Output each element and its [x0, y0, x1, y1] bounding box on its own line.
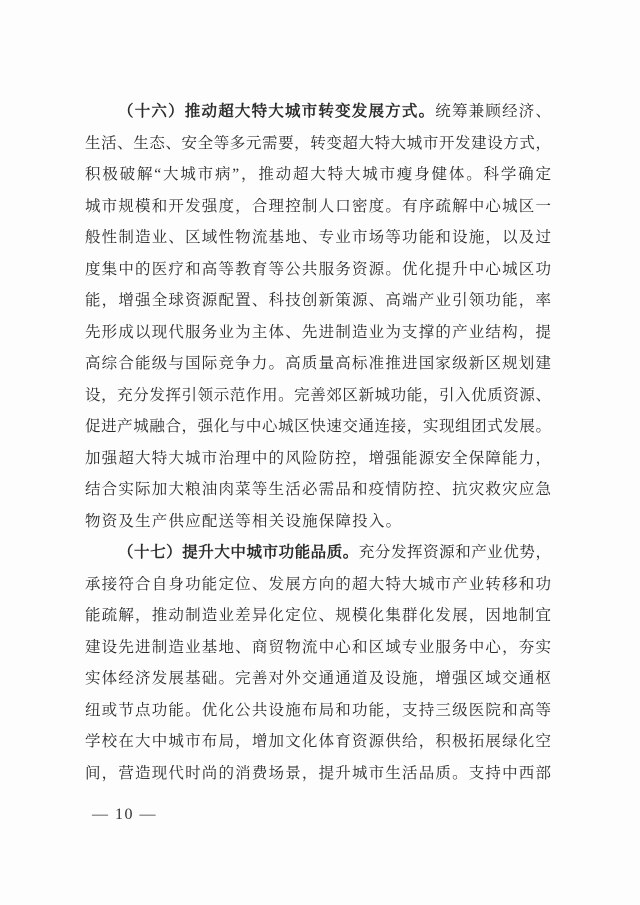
text-line: 结合实际加大粮油肉菜等生活必需品和疫情防控、抗灾救灾应急 — [85, 481, 551, 498]
text-line: 能，增强全球资源配置、科技创新策源、高端产业引领功能，率 — [85, 292, 551, 309]
text-line: 间，营造现代时尚的消费场景，提升城市生活品质。支持中西部 — [85, 764, 551, 782]
text-line: 设，充分发挥引领示范作用。完善郊区新城功能，引入优质资源、 — [85, 386, 551, 404]
text-line: 促进产城融合，强化与中心城区快速交通连接，实现组团式发展。 — [85, 418, 551, 435]
document-text-block — [85, 96, 551, 789]
text-line: 先形成以现代服务业为主体、先进制造业为支撑的产业结构，提 — [85, 323, 551, 341]
text-line: 城市规模和开发强度，合理控制人口密度。有序疏解中心城区一 — [85, 197, 551, 215]
section-heading: （十七）提升大中城市功能品质。 — [118, 544, 359, 561]
text-line: 度集中的医疗和高等教育等公共服务资源。优化提升中心城区功 — [85, 260, 551, 278]
text-line: （十六）推动超大特大城市转变发展方式。统筹兼顾经济、 — [118, 103, 551, 120]
text-line: 物资及生产供应配送等相关设施保障投入。 — [85, 512, 403, 530]
text-line: 般性制造业、区域性物流基地、专业市场等功能和设施，以及过 — [85, 229, 551, 246]
paragraph-section-17 — [85, 537, 551, 789]
text-line: 承接符合自身功能定位、发展方向的超大特大城市产业转移和功 — [85, 575, 551, 593]
text-line: 纽或节点功能。优化公共设施布局和功能，支持三级医院和高等 — [85, 701, 551, 719]
text-line: 生活、生态、安全等多元需要，转变超大特大城市开发建设方式， — [85, 134, 551, 152]
text-line: （十七）提升大中城市功能品质。充分发挥资源和产业优势， — [118, 544, 551, 561]
text-line: 高综合能级与国际竞争力。高质量高标准推进国家级新区规划建 — [85, 355, 551, 372]
text-line: 实体经济发展基础。完善对外交通通道及设施，增强区域交通枢 — [85, 670, 551, 687]
text-line: 学校在大中城市布局，增加文化体育资源供给，积极拓展绿化空 — [85, 733, 551, 750]
text-line: 建设先进制造业基地、商贸物流中心和区域专业服务中心，夯实 — [85, 638, 551, 656]
page-number: — 10 — — [92, 806, 157, 823]
text-line: 加强超大特大城市治理中的风险防控，增强能源安全保障能力， — [85, 449, 551, 467]
section-heading: （十六）推动超大特大城市转变发展方式。 — [118, 103, 436, 120]
text-line: 能疏解，推动制造业差异化定位、规模化集群化发展，因地制宜 — [85, 607, 551, 624]
text-line: 积极破解“大城市病”，推动超大特大城市瘦身健体。科学确定 — [85, 166, 551, 183]
paragraph-section-16 — [85, 96, 551, 537]
